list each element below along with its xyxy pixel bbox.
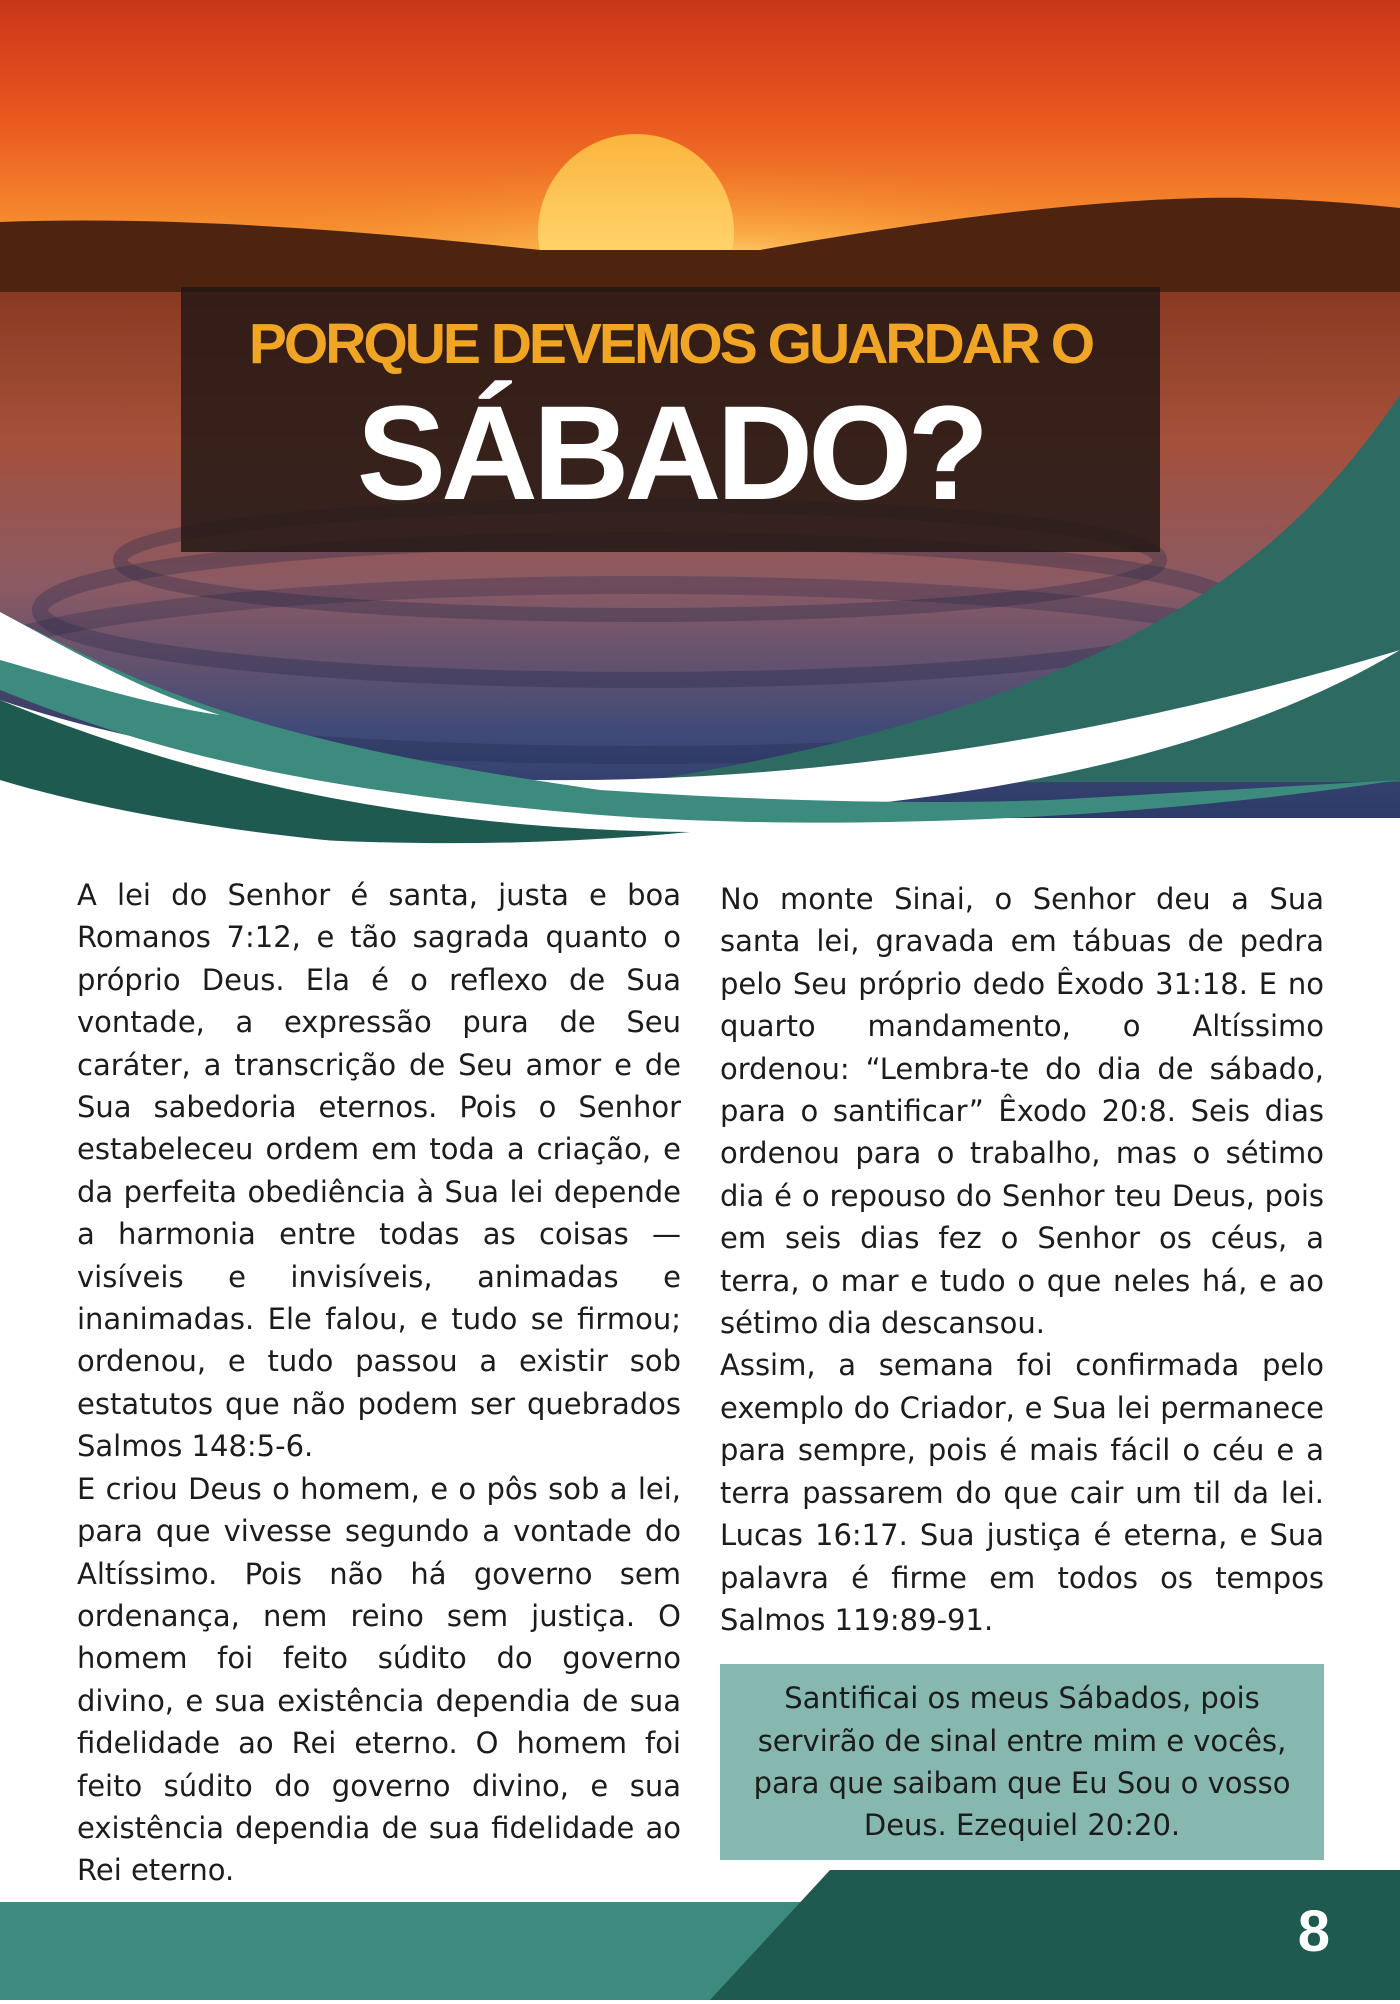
paragraph: E criou Deus o homem, e o pôs sob a lei, para que vivesse segundo a vontade do Altíssimo. Pois não há governo sem ordenança, nem reino sem justiça. O homem foi feito súdito do governo divino, e sua existência dependia de sua fidelidade ao Rei eterno. O homem foi feito súdito do governo divino, e sua existência dependia de sua fidelidade ao Rei eterno. bbox=[77, 1471, 681, 1888]
paragraph: Assim, a semana foi confirmada pelo exemplo do Criador, e Sua lei permanece para sempre, pois é mais fácil o céu e a terra passarem do que cair um til da lei. Lucas 16:17. Sua justiça é eterna, e Sua palavra é firme em todos os tempos Salmos 119:89-91. bbox=[720, 1348, 1324, 1637]
footer-band bbox=[0, 1870, 1400, 2000]
right-column bbox=[720, 878, 1324, 1641]
left-column bbox=[77, 874, 681, 1892]
paragraph: A lei do Senhor é santa, justa e boa Romanos 7:12, e tão sagrada quanto o próprio Deus. Ela é o reflexo de Sua vontade, a expressão pura de Seu caráter, a transcrição de Seu amor e de Sua sabedoria eternos. Pois o Senhor estabeleceu ordem em toda a criação, e da perfeita obediência à Sua lei depende a harmonia entre todas as coisas — visíveis e invisíveis, animadas e inanimadas. Ele falou, e tudo se firmou; ordenou, e tudo passou a existir sob estatutos que não podem ser quebrados Salmos 148:5-6. bbox=[77, 878, 681, 1464]
bible-quote-text: Santificai os meus Sábados, pois servirão de sinal entre mim e vocês, para que saibam que Eu Sou o vosso Deus. Ezequiel 20:20. bbox=[753, 1681, 1291, 1843]
footer-shapes bbox=[0, 1870, 1400, 2000]
page-number: 8 bbox=[1297, 1899, 1330, 1964]
title-main-word: SÁBADO? bbox=[356, 379, 985, 528]
paragraph: No monte Sinai, o Senhor deu a Sua santa lei, gravada em tábuas de pedra pelo Seu próprio dedo Êxodo 31:18. E no quarto mandamento, o Altíssimo ordenou: “Lembra-te do dia de sábado, para o santificar” Êxodo 20:8. Seis dias ordenou para o trabalho, mas o sétimo dia é o repouso do Senhor teu Deus, pois em seis dias fez o Senhor os céus, a terra, o mar e tudo o que neles há, e ao sétimo dia descansou. bbox=[720, 882, 1324, 1341]
title-box bbox=[181, 287, 1160, 552]
title-question-line: PORQUE DEVEMOS GUARDAR O bbox=[248, 312, 1093, 376]
bible-quote-box bbox=[720, 1664, 1324, 1860]
